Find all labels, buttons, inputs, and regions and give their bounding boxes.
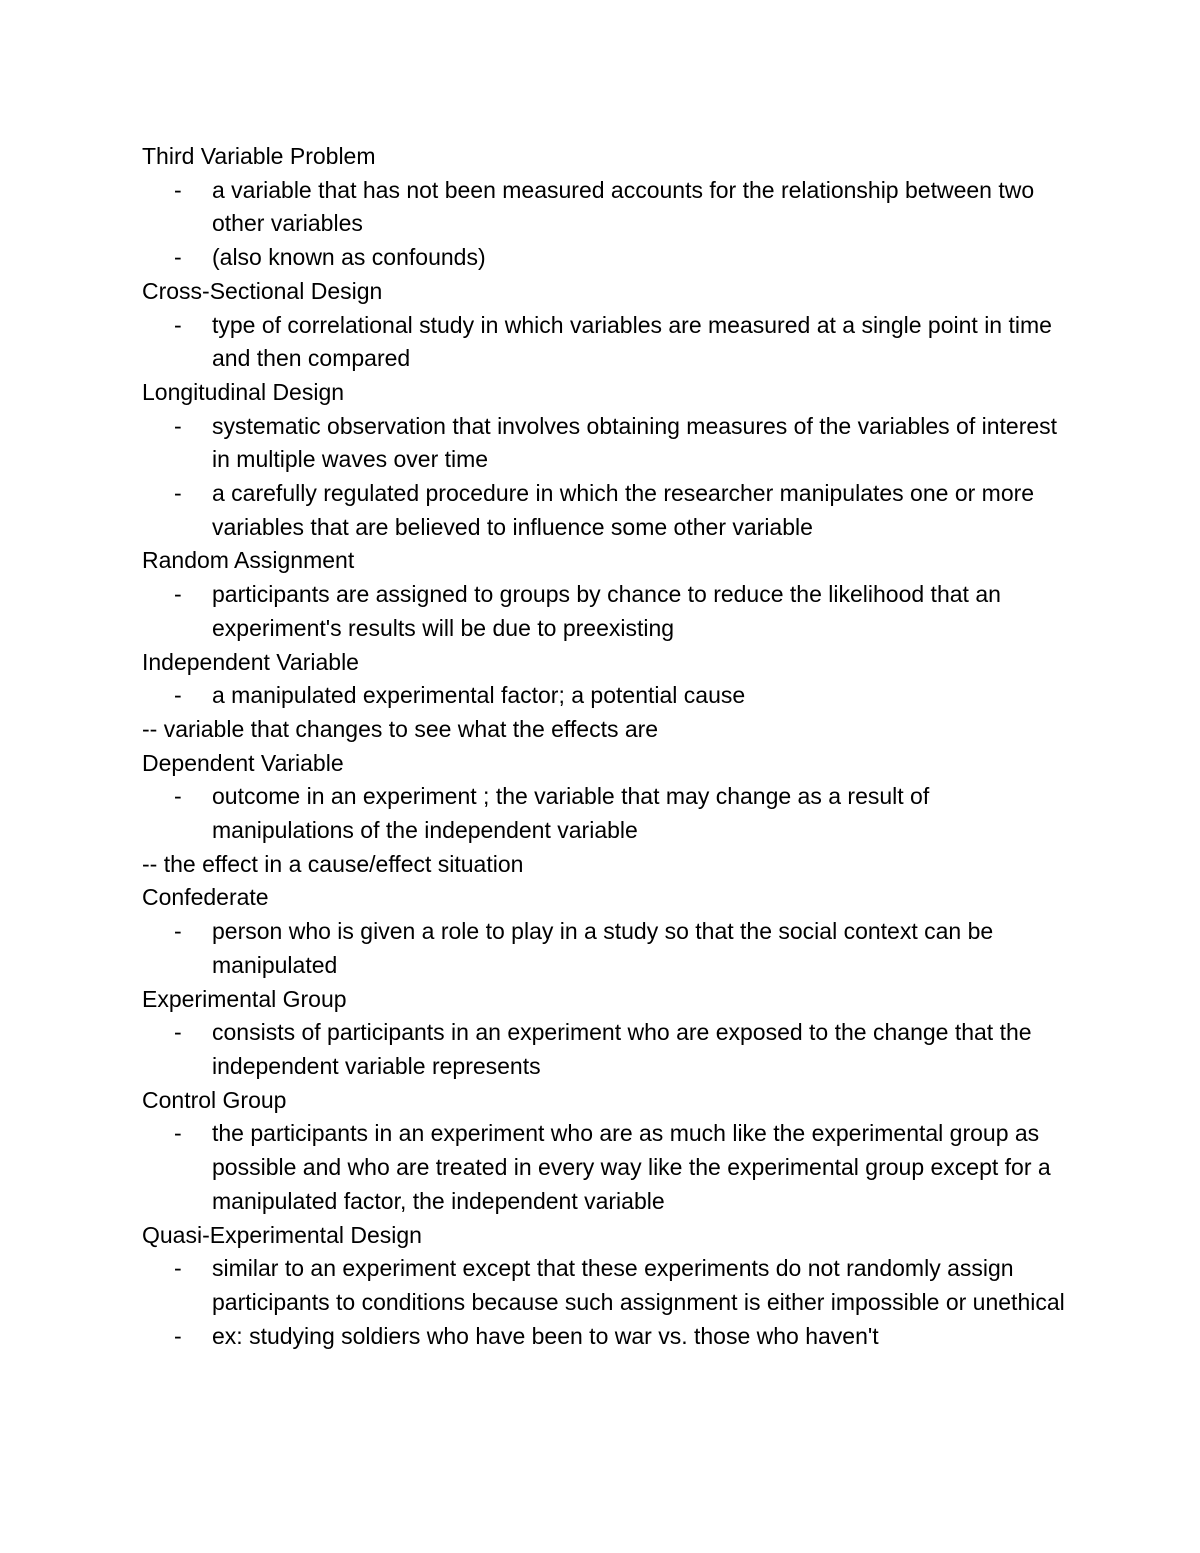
section-independent-variable [142,646,1072,747]
bullet-dash: - [174,412,182,439]
definition-item [142,1320,1072,1354]
definition-item [142,915,1072,982]
bullet-dash: - [174,480,182,507]
bullet-dash: - [174,176,182,203]
section-longitudinal-design [142,376,1072,545]
term-heading: Cross-Sectional Design [142,277,383,304]
bullet-dash: - [174,918,182,945]
definition-list [142,1252,1072,1353]
section-random-assignment [142,544,1072,645]
definition-list [142,679,1072,713]
term-heading: Dependent Variable [142,749,344,776]
definition-item [142,1252,1072,1319]
term-note: -- the effect in a cause/effect situation [142,850,524,877]
definition-item [142,679,1072,713]
definition-text: the participants in an experiment who are as much like the experimental group as possible and who are treated in every way like the experimental group except for a manipulated factor, the independent variable [212,1120,1051,1214]
term-heading: Third Variable Problem [142,143,376,169]
definition-text: a variable that has not been measured accounts for the relationship between two other variables [212,176,1035,237]
definition-list [142,780,1072,847]
notes-body [142,140,1072,1353]
section-quasi-experimental-design [142,1219,1072,1354]
definition-text: participants are assigned to groups by chance to reduce the likelihood that an experiment's results will be due to preexisting [212,581,1001,641]
definition-item [142,309,1072,376]
bullet-dash: - [174,682,182,709]
term-heading: Quasi-Experimental Design [142,1221,422,1248]
term-heading: Confederate [142,884,269,911]
bullet-dash: - [174,1255,182,1282]
definition-text: a carefully regulated procedure in which the researcher manipulates one or more variables that are believed to influence some other variable [212,480,1035,540]
bullet-dash: - [174,1019,182,1046]
definition-list [142,915,1072,982]
term-heading: Experimental Group [142,985,347,1012]
definition-list [142,410,1072,545]
bullet-dash: - [174,783,182,810]
bullet-dash: - [174,1322,182,1349]
section-cross-sectional-design [142,275,1072,376]
definition-item [142,410,1072,477]
section-dependent-variable [142,747,1072,882]
term-heading: Longitudinal Design [142,378,345,405]
definition-text: type of correlational study in which variables are measured at a single point in time and then compared [212,311,1052,372]
definition-item [142,1117,1072,1218]
definition-text: person who is given a role to play in a study so that the social context can be manipulated [212,918,994,978]
term-heading: Random Assignment [142,547,355,574]
bullet-dash: - [174,244,182,271]
term-heading: Independent Variable [142,648,359,675]
section-control-group [142,1084,1072,1219]
bullet-dash: - [174,581,182,608]
definition-item [142,1016,1072,1083]
definition-text: a manipulated experimental factor; a potential cause [212,682,746,709]
bullet-dash: - [174,311,182,338]
definition-text: consists of participants in an experiment who are exposed to the change that the independent variable represents [212,1019,1032,1079]
definition-item [142,241,1072,275]
definition-text: systematic observation that involves obtaining measures of the variables of interest in multiple waves over time [212,412,1058,473]
section-third-variable-problem [142,140,1072,275]
term-heading: Control Group [142,1086,287,1113]
section-confederate [142,881,1072,982]
definition-list [142,578,1072,645]
bullet-dash: - [174,1120,182,1147]
definition-item [142,477,1072,544]
definition-item [142,578,1072,645]
term-note: -- variable that changes to see what the effects are [142,715,659,742]
definition-text: (also known as confounds) [212,244,486,271]
definition-list [142,174,1072,275]
definition-list [142,1117,1072,1218]
definition-text: outcome in an experiment ; the variable that may change as a result of manipulations of the independent variable [212,783,930,844]
definition-text: ex: studying soldiers who have been to war vs. those who haven't [212,1322,879,1349]
definition-item [142,780,1072,847]
definition-list [142,309,1072,376]
definition-list [142,1016,1072,1083]
definition-text: similar to an experiment except that these experiments do not randomly assign participants to conditions because such assignment is either impossible or unethical [212,1255,1065,1315]
section-experimental-group [142,983,1072,1084]
definition-item [142,174,1072,241]
